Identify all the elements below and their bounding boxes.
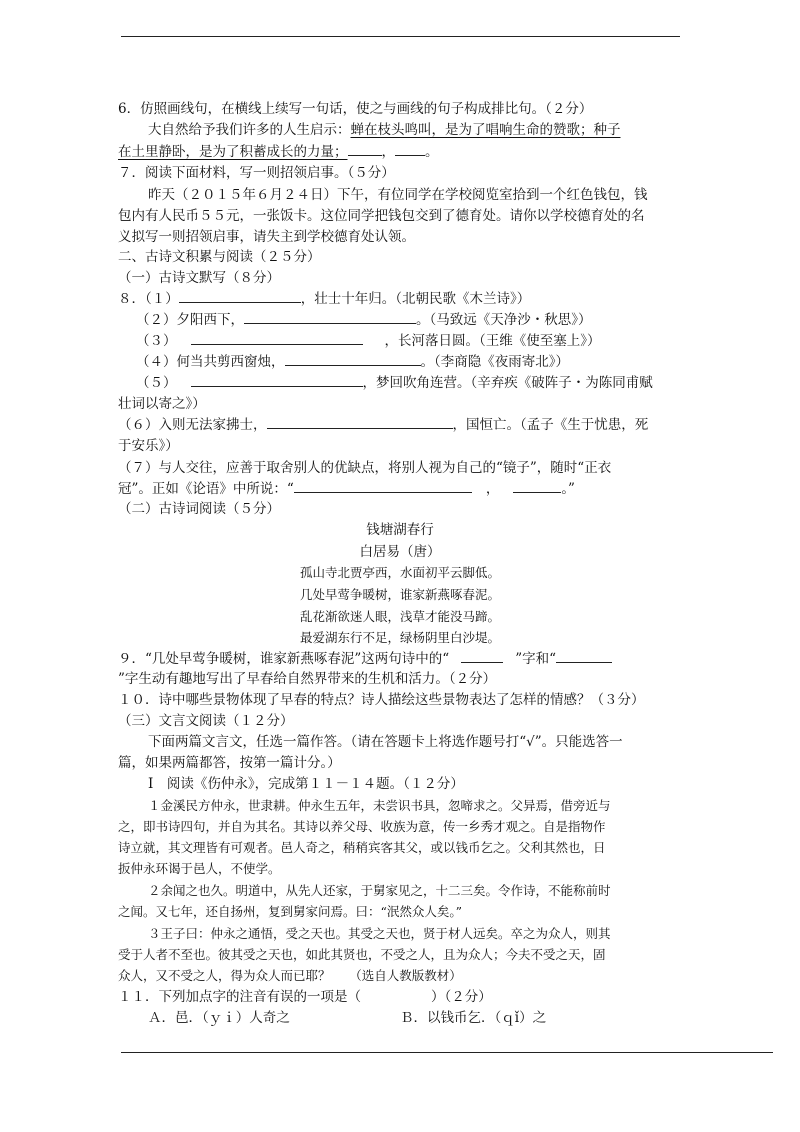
q8-7-blank-1[interactable]	[294, 480, 472, 493]
q8-7-prefix: 冠”。正如《论语》中所说：“	[118, 481, 294, 497]
q8-7-end: 。”	[561, 481, 575, 497]
poem-line-2: 几处早莺争暖树，谁家新燕啄春泥。	[299, 587, 500, 602]
poem-title: 钱塘湖春行	[366, 522, 434, 538]
q7-p3: 义拟写一则招领启事，请失主到学校德育处认领。	[118, 229, 415, 245]
q8-3-blank[interactable]	[191, 332, 363, 345]
q8-line5-cont: 壮词以寄之》）	[118, 396, 206, 412]
q6-blank-2[interactable]	[395, 143, 425, 156]
text-p3-l2: 受于人者不至也。彼其受之天也，如此其贤也，不受之人，且为众人；今夫不受之天，固	[118, 947, 606, 962]
poem-line-1: 孤山寺北贾亭西，水面初平云脚低。	[299, 565, 500, 580]
q8-line6-cont: 于安乐》）	[118, 438, 179, 454]
q8-2-suffix: 。（马致远《天净沙・秋思》）	[416, 312, 592, 328]
q11-part-b: ）（２分）	[431, 989, 492, 1005]
q8-1-blank[interactable]	[179, 290, 301, 303]
q8-5-blank[interactable]	[191, 374, 363, 387]
q6-underlined-2: 在土里静卧，是为了积蓄成长的力量；	[118, 144, 348, 160]
q6-line2	[118, 143, 439, 161]
section-2b-heading: （二）古诗词阅读（５分）	[118, 501, 280, 517]
poem-line-3: 乱花渐欲迷人眼，浅草才能没马蹄。	[299, 609, 500, 624]
q6-blank-1[interactable]	[348, 143, 382, 156]
bottom-rule	[121, 1052, 773, 1053]
top-rule	[121, 36, 680, 37]
q8-2-blank[interactable]	[244, 311, 416, 324]
q8-line3	[136, 332, 601, 350]
choose-line-1: 下面两篇文言文，任选一篇作答。（请在答题卡上将选作题号打“√”。只能选答一	[148, 734, 623, 750]
q8-line5	[136, 374, 653, 392]
q8-6-blank[interactable]	[267, 416, 453, 429]
q8-3-prefix: （３）	[136, 333, 177, 349]
poem-author: 白居易（唐）	[359, 544, 441, 560]
q8-5-prefix: （５）	[136, 375, 177, 391]
q8-7-blank-2[interactable]	[513, 480, 561, 493]
q8-2-prefix: （２）夕阳西下，	[136, 312, 244, 328]
q6-end: 。	[425, 144, 439, 160]
section-2c-heading: （三）文言文阅读（１２分）	[118, 713, 294, 729]
q11-option-a: Ａ．邑．（ｙｉ）人奇之	[148, 1010, 290, 1026]
q8-line4	[136, 353, 569, 371]
section-2a-heading: （一）古诗文默写（８分）	[118, 270, 280, 286]
q8-3-suffix: ，长河落日圆。（王维《使至塞上》）	[384, 333, 601, 349]
q8-1-prefix: ８．（１）	[118, 291, 179, 307]
q8-6-prefix: （６）入则无法家拂士，	[118, 417, 267, 433]
q8-4-suffix: 。（李商隐《夜雨寄北》）	[420, 354, 569, 370]
q6-sep: ，	[381, 144, 395, 160]
q7-p1: 昨天（２０１５年６月２４日）下午，有位同学在学校阅览室拾到一个红色钱包，钱	[148, 187, 648, 203]
q9-line2: ”字生动有趣地写出了早春给自然界带来的生机和活力。（２分）	[118, 671, 497, 687]
q8-line7: （７）与人交往，应善于取舍别人的优缺点，将别人视为自己的“镜子”，随时“正衣	[118, 460, 612, 476]
text-p2-l2: 之闻。又七年，还自扬州，复到舅家问焉。曰：“泯然众人矣。”	[118, 904, 463, 919]
part-1-heading: Ⅰ 阅读《伤仲永》，完成第１１－１４题。（１２分）	[148, 776, 464, 792]
text-p2-l1: ２余闻之也久。明道中，从先人还家，于舅家见之，十二三矣。令作诗，不能称前时	[148, 883, 611, 898]
q8-line1	[118, 290, 530, 308]
q10: １０．诗中哪些景物体现了早春的特点？诗人描绘这些景物表达了怎样的情感？（３分）	[118, 692, 645, 708]
q11-option-b: Ｂ．以钱币乞．（ｑǐ）之	[400, 1010, 547, 1026]
q9-part-b: ”字和“	[515, 651, 557, 667]
q7-p2: 包内有人民币５５元，一张饭卡。这位同学把钱包交到了德育处。请你以学校德育处的名	[118, 208, 645, 224]
choose-line-2: 篇，如果两篇都答，按第一篇计分。）	[118, 755, 341, 771]
q11-stem	[118, 988, 492, 1006]
q8-4-blank[interactable]	[285, 353, 421, 366]
q6-intro: 大自然给予我们许多的人生启示：	[148, 122, 351, 138]
q6-line1	[148, 121, 621, 139]
q9-blank-2[interactable]	[556, 650, 612, 663]
poem-line-4: 最爱湖东行不足，绿杨阴里白沙堤。	[299, 630, 500, 645]
q7-title: ７．阅读下面材料，写一则招领启事。（５分）	[118, 165, 395, 181]
q9-line1	[118, 650, 612, 668]
text-p1-l1: １金溪民方仲永，世隶耕。仲永生五年，未尝识书具，忽啼求之。父异焉，借旁近与	[148, 798, 611, 813]
q8-line6	[118, 416, 648, 434]
q9-part-a: ９．“几处早莺争暖树，谁家新燕啄春泥”这两句诗中的“	[118, 651, 450, 667]
q8-4-prefix: （４）何当共剪西窗烛，	[136, 354, 285, 370]
q8-6-suffix: ，国恒亡。（孟子《生于忧患，死	[452, 417, 649, 433]
text-p3-l1: ３王子曰：仲永之通悟，受之天也。其受之天也，贤于材人远矣。卒之为众人，则其	[148, 926, 611, 941]
text-p1-l4: 扳仲永环谒于邑人，不使学。	[118, 861, 281, 876]
q8-5-suffix: ，梦回吹角连营。（辛弃疾《破阵子・为陈同甫赋	[362, 375, 653, 391]
text-p1-l2: 之，即书诗四句，并自为其名。其诗以养父母、收族为意，传一乡秀才观之。自是指物作	[118, 819, 606, 834]
section-2-heading: 二、古诗文积累与阅读（２５分）	[118, 249, 321, 265]
text-p3-l3: 众人，又不受之人，得为众人而已耶？ （选自人教版教材）	[118, 968, 462, 983]
q9-blank-1[interactable]	[461, 650, 503, 663]
q6-underlined-1: 蝉在枝头鸣叫，是为了唱响生命的赞歌；种子	[350, 122, 621, 138]
q8-line2	[136, 311, 592, 329]
q8-line7-cont	[118, 480, 575, 498]
q8-1-suffix: ，壮士十年归。（北朝民歌《木兰诗》）	[300, 291, 531, 307]
text-p1-l3: 诗立就，其文理皆有可观者。邑人奇之，稍稍宾客其父，或以钱币乞之。父利其然也，日	[118, 840, 606, 855]
q11-part-a: １１．下列加点字的注音有误的一项是（	[118, 989, 361, 1005]
q6-title: 6．仿照画线句，在横线上续写一句话，使之与画线的句子构成排比句。（２分）	[118, 101, 593, 117]
q8-7-sep: ，	[485, 481, 500, 497]
